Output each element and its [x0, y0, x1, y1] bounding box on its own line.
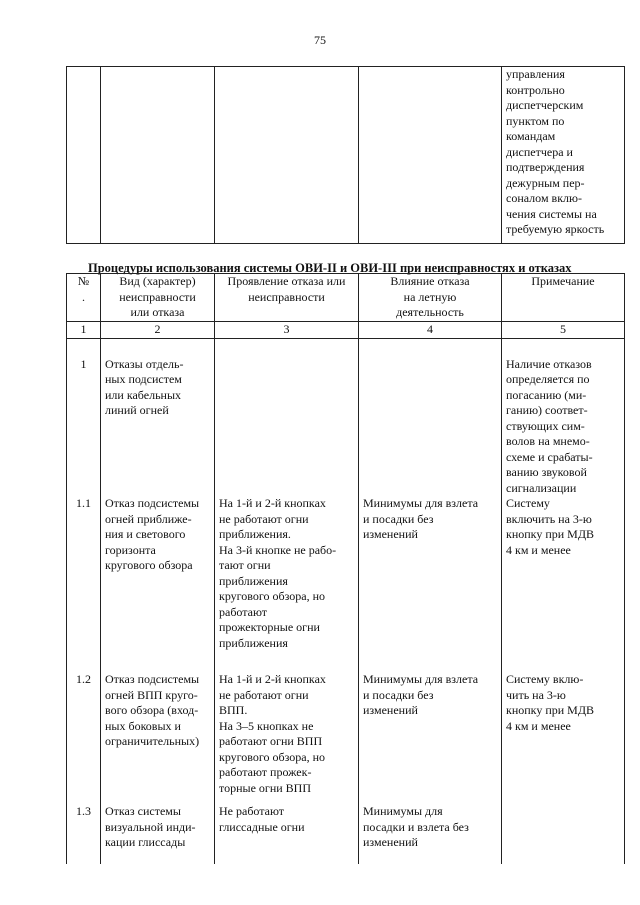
failure-type-cell: Отказ подсистемы огней приближе- ния и светового горизонта кругового обзора: [101, 496, 215, 672]
continuation-cell: [359, 67, 502, 244]
row-number: 1.1: [67, 496, 101, 672]
row-number: 1: [67, 338, 101, 496]
continuation-cell: [215, 67, 359, 244]
header-number: № .: [67, 274, 101, 322]
row-number: 1.3: [67, 804, 101, 864]
header-note: Примечание: [502, 274, 625, 322]
influence-cell: Минимумы для взлета и посадки без изменений: [359, 496, 502, 672]
continuation-cell: [67, 67, 101, 244]
table-row: [67, 672, 625, 804]
failure-type-cell: Отказ подсистемы огней ВПП круго- вого обзора (вход- ных боковых и ограничительных): [101, 672, 215, 804]
table-row: [67, 496, 625, 672]
manifestation-cell: [215, 338, 359, 496]
continuation-note-cell: управления контрольно диспетчерским пунктом по командам диспетчера и подтверждения дежурным пер- соналом вклю- чения системы на требуемую яркость: [502, 67, 625, 244]
influence-cell: [359, 338, 502, 496]
procedures-table: [66, 273, 625, 864]
header-influence: Влияние отказа на летную деятельность: [359, 274, 502, 322]
column-number: 2: [101, 321, 215, 338]
continuation-table: [66, 66, 625, 244]
manifestation-cell: На 1-й и 2-й кнопках не работают огни ВПП. На 3–5 кнопках не работают огни ВПП кругового обзора, но работают прожек- торные огни ВПП: [215, 672, 359, 804]
column-number: 4: [359, 321, 502, 338]
table-header-row: [67, 274, 625, 322]
column-number: 3: [215, 321, 359, 338]
note-cell: Систему включить на 3-ю кнопку при МДВ 4 км и менее: [502, 496, 625, 672]
continuation-row: [67, 67, 625, 244]
influence-cell: Минимумы для посадки и взлета без изменений: [359, 804, 502, 864]
influence-cell: Минимумы для взлета и посадки без изменений: [359, 672, 502, 804]
manifestation-cell: Не работают глиссадные огни: [215, 804, 359, 864]
manifestation-cell: На 1-й и 2-й кнопках не работают огни приближения. На 3-й кнопке не рабо- тают огни приближения кругового обзора, но работают прожекторные огни приближения: [215, 496, 359, 672]
note-cell: Систему вклю- чить на 3-ю кнопку при МДВ 4 км и менее: [502, 672, 625, 804]
failure-type-cell: Отказы отдель- ных подсистем или кабельных линий огней: [101, 338, 215, 496]
table-row: [67, 804, 625, 864]
failure-type-cell: Отказ системы визуальной инди- кации глиссады: [101, 804, 215, 864]
header-manifestation: Проявление отказа или неисправности: [215, 274, 359, 322]
column-number: 5: [502, 321, 625, 338]
column-number: 1: [67, 321, 101, 338]
column-number-row: [67, 321, 625, 338]
page-number: 75: [314, 33, 326, 47]
row-number: 1.2: [67, 672, 101, 804]
table-row: [67, 338, 625, 496]
continuation-cell: [101, 67, 215, 244]
header-failure-type: Вид (характер) неисправности или отказа: [101, 274, 215, 322]
note-cell: [502, 804, 625, 864]
note-cell: Наличие отказов определяется по погасанию (ми- ганию) соответ- ствующих сим- волов на мнемо- схеме и срабаты- ванию звуковой сигнализации: [502, 338, 625, 496]
section-heading: Процедуры использования системы ОВИ-II и ОВИ-III при неисправностях и отказах: [88, 261, 572, 275]
